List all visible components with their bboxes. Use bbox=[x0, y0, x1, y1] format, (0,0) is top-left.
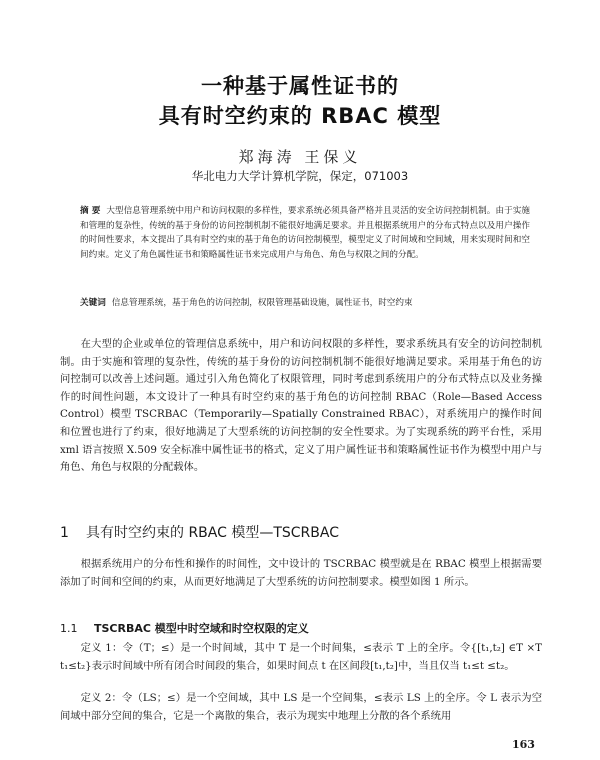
paper-title-line-2: 具有时空约束的 RBAC 模型 bbox=[158, 104, 442, 128]
section-1-1-heading bbox=[60, 620, 309, 636]
page-number: 163 bbox=[512, 738, 535, 751]
section-1-1-title: TSCRBAC 模型中时空域和时空权限的定义 bbox=[94, 622, 309, 635]
section-1-number: 1 bbox=[60, 525, 69, 541]
affiliation: 华北电力大学计算机学院，保定，071003 bbox=[191, 169, 409, 183]
section-1-title: 具有时空约束的 RBAC 模型—TSCRBAC bbox=[86, 525, 339, 541]
definition-2: 定义 2：令（LS；≤）是一个空间域，其中 LS 是一个空间集，≤表示 LS 上的全序。令 L 表示为空间域中部分空间的集合，它是一个离散的集合，表示为现实中地理上分散的各个系统用 bbox=[60, 692, 542, 722]
abstract bbox=[80, 204, 530, 262]
intro-paragraph: 在大型的企业或单位的管理信息系统中，用户和访问权限的多样性，要求系统具有安全的访问控制机制。由于实施和管理的复杂性，传统的基于身份的访问控制机制不能很好地满足要求。采用基于角色的访问控制可以改善上述问题。通过引入角色简化了权限管理，同时考虑到系统用户的分布式特点以及业务操作的时间性问题，本文设计了一种具有时空约束的基于角色的访问控制 RBAC（Role—Based Access Control）模型 TSCRBAC（Temporarily—Spatially Constrained RBAC），对系统用户的操作时间和位置也进行了约束，很好地满足了大型系统的访问控制的安全性要求。为了实现系统的跨平台性，采用 xml 语言按照 X.509 安全标准中属性证书的格式，定义了用户属性证书和策略属性证书作为模型中用户与角色、角色与权限的分配载体。 bbox=[60, 338, 542, 474]
section-1-paragraph: 根据系统用户的分布性和操作的时间性，文中设计的 TSCRBAC 模型就是在 RBAC 模型上根据需要添加了时间和空间的约束，从而更好地满足了大型系统的访问控制要求。模型如图 1 所示。 bbox=[60, 558, 542, 588]
keywords-text: 信息管理系统，基于角色的访问控制，权限管理基础设施，属性证书，时空约束 bbox=[111, 298, 413, 308]
section-1-1-number: 1.1 bbox=[60, 622, 78, 635]
definition-1: 定义 1：令（T；≤）是一个时间域，其中 T 是一个时间集，≤表示 T 上的全序。令{[t₁,t₂] ∈T ×T t₁≤t₂}表示时间域中所有闭合时间段的集合，如果时间点 t 在区间段[t₁,t₂]中，当且仅当 t₁≤t ≤t₂。 bbox=[60, 642, 542, 672]
section-1-heading bbox=[60, 522, 339, 542]
keywords-label: 关键词 bbox=[80, 298, 106, 308]
paper-title-line-1: 一种基于属性证书的 bbox=[201, 74, 399, 98]
authors: 郑海涛 王保义 bbox=[238, 148, 362, 166]
keywords bbox=[80, 296, 530, 311]
abstract-text: 大型信息管理系统中用户和访问权限的多样性，要求系统必须具备严格并且灵活的安全访问控制机制。由于实施和管理的复杂性，传统的基于身份的访问控制机制不能很好地满足要求。并且根据系统用户的分布式特点以及用户操作的时间性要求，本文提出了具有时空约束的基于角色的访问控制模型，模型定义了时间域和空间域，用来实现时间和空间约束。定义了角色属性证书和策略属性证书来完成用户与角色、角色与权限之间的分配。 bbox=[80, 206, 530, 260]
abstract-label: 摘 要 bbox=[80, 206, 101, 216]
